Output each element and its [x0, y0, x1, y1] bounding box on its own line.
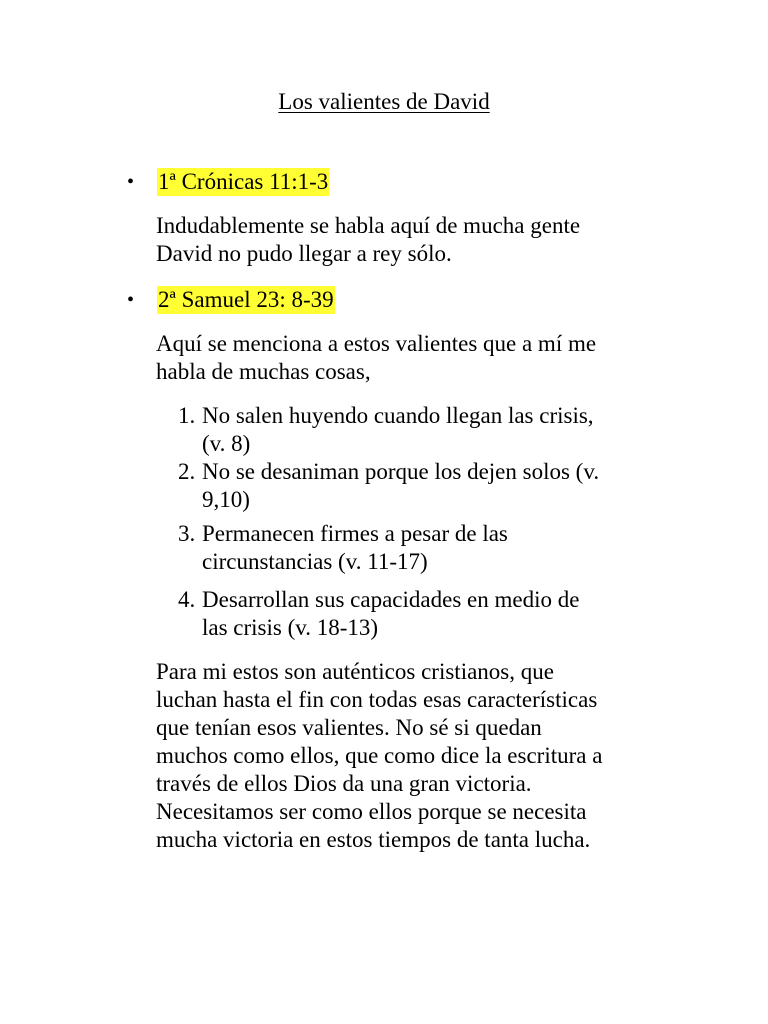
paragraph-line: Aquí se menciona a estos valientes que a mí me: [156, 331, 597, 356]
paragraph-line: luchan hasta el fin con todas esas características: [156, 687, 598, 712]
list-line: No se desaniman porque los dejen solos (v.: [202, 459, 600, 484]
list-line: circunstancias (v. 11-17): [202, 549, 428, 574]
paragraph-line: Para mi estos son auténticos cristianos, que: [156, 659, 554, 684]
paragraph-line: muchos como ellos, que como dice la escritura a: [156, 743, 603, 768]
title-text: Los valientes de David: [278, 89, 490, 114]
paragraph-line: través de ellos Dios da una gran victoria.: [156, 771, 532, 796]
list-line: Permanecen firmes a pesar de las: [202, 521, 508, 546]
list-text: [202, 520, 682, 576]
paragraph-line: Indudablemente se habla aquí de mucha gente: [156, 213, 581, 238]
document-title: [0, 88, 768, 116]
list-text: [202, 586, 682, 642]
highlighted-reference: 2ª Samuel 23: 8-39: [158, 287, 334, 312]
list-text: [202, 458, 682, 514]
list-line: 9,10): [202, 487, 250, 512]
bullet-icon: •: [127, 171, 135, 193]
list-line: No salen huyendo cuando llegan las crisis,: [202, 403, 594, 428]
list-line: (v. 8): [202, 431, 251, 456]
list-number: 3.: [178, 521, 196, 546]
list-number: 4.: [178, 587, 196, 612]
list-text: [202, 402, 682, 458]
list-number: 1.: [178, 403, 196, 428]
closing-paragraph: [156, 658, 676, 854]
highlighted-reference: 1ª Crónicas 11:1-3: [158, 169, 329, 194]
paragraph-samuel: [156, 330, 676, 386]
paragraph-line: David no pudo llegar a rey sólo.: [156, 241, 452, 266]
paragraph-line: que tenían esos valientes. No sé si quedan: [156, 715, 542, 740]
list-number: 2.: [178, 459, 196, 484]
paragraph-line: habla de muchas cosas,: [156, 359, 371, 384]
list-line: las crisis (v. 18-13): [202, 615, 379, 640]
paragraph-cronicas: [156, 212, 676, 268]
paragraph-line: Necesitamos ser como ellos porque se necesita: [156, 799, 587, 824]
bullet-icon: •: [127, 289, 135, 311]
list-line: Desarrollan sus capacidades en medio de: [202, 587, 580, 612]
paragraph-line: mucha victoria en estos tiempos de tanta lucha.: [156, 827, 591, 852]
